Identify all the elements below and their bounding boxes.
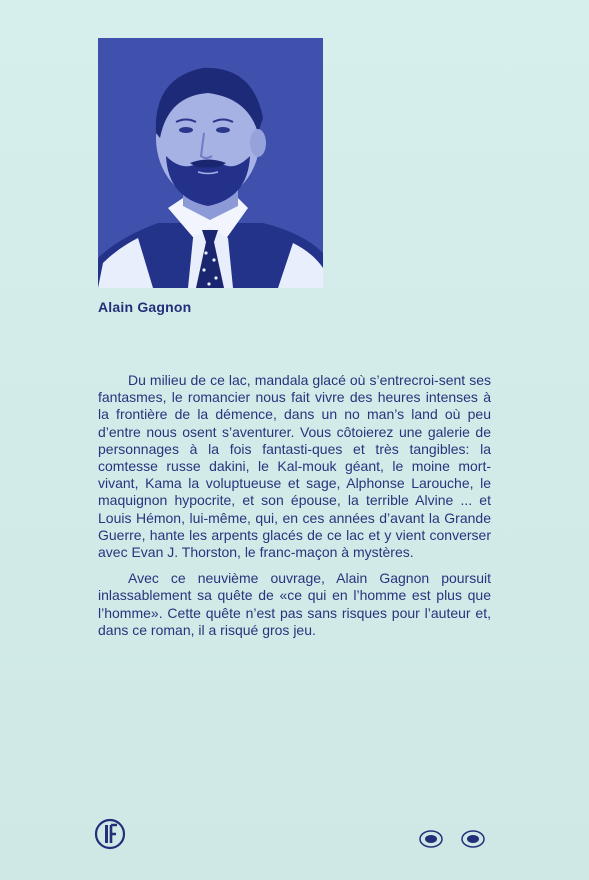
author-name: Alain Gagnon xyxy=(98,299,192,315)
author-photo xyxy=(98,38,323,288)
seal-icon xyxy=(418,828,488,850)
blurb-text xyxy=(98,372,491,648)
blurb-paragraph-1: Du milieu de ce lac, mandala glacé où s’entrecroi-sent ses fantasmes, le romancier nous fait vivre des heures intenses à la frontière de la démence, dans un no man’s land où peu d’entre nous osent s’aventurer. Vous côtoierez une galerie de personnages à la fois fantasti-ques et très tangibles: la comtesse russe dakini, le Kal-mouk géant, le moine mort-vivant, Kama la voluptueuse et sage, Alphonse Larouche, le maquignon hypocrite, et son épouse, la terrible Alvine ... et Louis Hémon, lui-même, qui, en ces années d’avant la Grande Guerre, hante les arpents glacés de ce lac et y vient converser avec Evan J. Thorston, le franc-maçon à mystères. xyxy=(98,372,491,561)
publisher-logo-icon xyxy=(94,818,126,850)
blurb-paragraph-2: Avec ce neuvième ouvrage, Alain Gagnon poursuit inlassablement sa quête de «ce qui en l’homme est plus que l’homme». Cette quête n’est pas sans risques pour l’auteur et, dans ce roman, il a risqué gros jeu. xyxy=(98,570,491,638)
